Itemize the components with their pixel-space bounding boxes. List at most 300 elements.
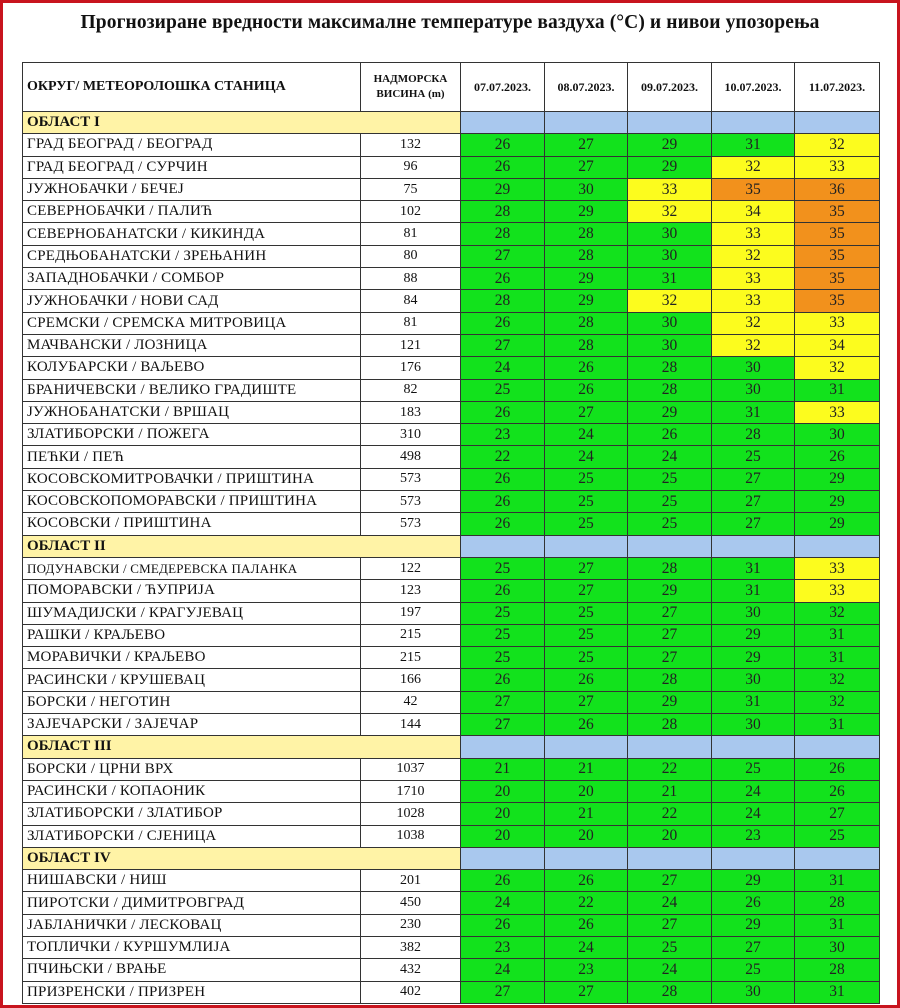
temperature-cell: 26 (461, 870, 545, 892)
temperature-cell: 28 (628, 379, 712, 401)
region-band-cell (545, 847, 628, 869)
header-date: 09.07.2023. (628, 63, 712, 112)
temperature-cell: 27 (461, 691, 545, 713)
temperature-cell: 24 (628, 959, 712, 981)
station-altitude: 402 (361, 981, 461, 1003)
temperature-cell: 23 (545, 959, 628, 981)
region-band-cell (545, 736, 628, 758)
table-row (23, 914, 880, 936)
temperature-cell: 25 (545, 468, 628, 490)
table-row (23, 268, 880, 290)
temperature-cell: 27 (461, 714, 545, 736)
region-band-cell (712, 535, 795, 557)
temperature-cell: 33 (712, 290, 795, 312)
station-altitude: 432 (361, 959, 461, 981)
region-label: ОБЛАСТ I (23, 112, 461, 134)
temperature-cell: 29 (795, 468, 880, 490)
station-name: ГРАД БЕОГРАД / БЕОГРАД (23, 134, 361, 156)
table-row (23, 223, 880, 245)
temperature-cell: 31 (628, 268, 712, 290)
temperature-cell: 33 (712, 268, 795, 290)
temperature-cell: 28 (461, 201, 545, 223)
station-altitude: 573 (361, 513, 461, 535)
temperature-cell: 26 (461, 156, 545, 178)
temperature-cell: 23 (461, 424, 545, 446)
temperature-cell: 29 (795, 491, 880, 513)
temperature-cell: 35 (712, 178, 795, 200)
temperature-cell: 27 (461, 334, 545, 356)
forecast-table (22, 62, 880, 1004)
station-name: БОРСКИ / НЕГОТИН (23, 691, 361, 713)
temperature-cell: 27 (461, 245, 545, 267)
temperature-cell: 33 (795, 312, 880, 334)
temperature-cell: 26 (545, 870, 628, 892)
temperature-cell: 30 (628, 312, 712, 334)
temperature-cell: 25 (461, 624, 545, 646)
station-name: ЗЛАТИБОРСКИ / ПОЖЕГА (23, 424, 361, 446)
station-name: ТОПЛИЧКИ / КУРШУМЛИЈА (23, 936, 361, 958)
table-row (23, 557, 880, 579)
temperature-cell: 29 (795, 513, 880, 535)
temperature-cell: 26 (545, 357, 628, 379)
temperature-cell: 27 (628, 914, 712, 936)
station-name: БОРСКИ / ЦРНИ ВРХ (23, 758, 361, 780)
temperature-cell: 26 (461, 491, 545, 513)
temperature-cell: 25 (712, 959, 795, 981)
temperature-cell: 32 (712, 312, 795, 334)
temperature-cell: 24 (628, 446, 712, 468)
table-row (23, 424, 880, 446)
temperature-cell: 30 (628, 334, 712, 356)
temperature-cell: 31 (795, 647, 880, 669)
table-row (23, 959, 880, 981)
station-altitude: 450 (361, 892, 461, 914)
temperature-cell: 27 (545, 580, 628, 602)
temperature-cell: 30 (545, 178, 628, 200)
temperature-cell: 20 (545, 825, 628, 847)
temperature-cell: 31 (795, 379, 880, 401)
region-band-cell (795, 847, 880, 869)
temperature-cell: 28 (545, 312, 628, 334)
temperature-cell: 25 (461, 379, 545, 401)
station-name: ПЧИЊСКИ / ВРАЊЕ (23, 959, 361, 981)
station-altitude: 382 (361, 936, 461, 958)
temperature-cell: 27 (545, 401, 628, 423)
temperature-cell: 27 (628, 624, 712, 646)
temperature-cell: 31 (712, 557, 795, 579)
temperature-cell: 24 (461, 959, 545, 981)
temperature-cell: 31 (795, 624, 880, 646)
station-name: ЈАБЛАНИЧКИ / ЛЕСКОВАЦ (23, 914, 361, 936)
header-station: ОКРУГ/ МЕТЕОРОЛОШКА СТАНИЦА (23, 63, 361, 112)
temperature-cell: 20 (545, 780, 628, 802)
temperature-cell: 24 (461, 357, 545, 379)
station-altitude: 80 (361, 245, 461, 267)
temperature-cell: 26 (461, 580, 545, 602)
header-altitude-line1: НАДМОРСКА (373, 73, 448, 85)
temperature-cell: 27 (545, 691, 628, 713)
station-altitude: 122 (361, 557, 461, 579)
table-row (23, 758, 880, 780)
temperature-cell: 30 (712, 602, 795, 624)
temperature-cell: 25 (628, 491, 712, 513)
temperature-cell: 32 (628, 290, 712, 312)
temperature-cell: 29 (545, 290, 628, 312)
station-altitude: 176 (361, 357, 461, 379)
temperature-cell: 29 (628, 401, 712, 423)
header-date: 10.07.2023. (712, 63, 795, 112)
station-name: СРЕМСКИ / СРЕМСКА МИТРОВИЦА (23, 312, 361, 334)
station-name: ЈУЖНОБАНАТСКИ / ВРШАЦ (23, 401, 361, 423)
temperature-cell: 25 (712, 446, 795, 468)
station-name: ПОДУНАВСКИ / СМЕДЕРЕВСКА ПАЛАНКА (23, 557, 361, 579)
table-row (23, 624, 880, 646)
temperature-cell: 24 (628, 892, 712, 914)
region-label: ОБЛАСТ II (23, 535, 461, 557)
temperature-cell: 23 (712, 825, 795, 847)
temperature-cell: 29 (545, 201, 628, 223)
temperature-cell: 29 (712, 624, 795, 646)
temperature-cell: 26 (461, 268, 545, 290)
temperature-cell: 27 (545, 981, 628, 1003)
station-altitude: 144 (361, 714, 461, 736)
station-name: ЗАЈЕЧАРСКИ / ЗАЈЕЧАР (23, 714, 361, 736)
temperature-cell: 26 (628, 424, 712, 446)
temperature-cell: 31 (795, 914, 880, 936)
station-name: ЗЛАТИБОРСКИ / СЈЕНИЦА (23, 825, 361, 847)
temperature-cell: 35 (795, 201, 880, 223)
table-row (23, 602, 880, 624)
table-row (23, 647, 880, 669)
region-band-cell (461, 112, 545, 134)
table-row (23, 201, 880, 223)
temperature-cell: 28 (628, 714, 712, 736)
temperature-cell: 25 (795, 825, 880, 847)
table-row (23, 981, 880, 1003)
station-altitude: 123 (361, 580, 461, 602)
table-row (23, 580, 880, 602)
station-name: РАСИНСКИ / КРУШЕВАЦ (23, 669, 361, 691)
station-name: ЗЛАТИБОРСКИ / ЗЛАТИБОР (23, 803, 361, 825)
temperature-cell: 29 (461, 178, 545, 200)
station-altitude: 1710 (361, 780, 461, 802)
temperature-cell: 25 (545, 602, 628, 624)
region-band-cell (712, 112, 795, 134)
temperature-cell: 20 (628, 825, 712, 847)
region-band-cell (628, 112, 712, 134)
station-altitude: 121 (361, 334, 461, 356)
temperature-cell: 25 (628, 468, 712, 490)
temperature-cell: 24 (712, 803, 795, 825)
temperature-cell: 30 (628, 245, 712, 267)
temperature-cell: 26 (545, 669, 628, 691)
table-row (23, 803, 880, 825)
temperature-cell: 26 (795, 758, 880, 780)
temperature-cell: 28 (461, 223, 545, 245)
station-name: НИШАВСКИ / НИШ (23, 870, 361, 892)
temperature-cell: 25 (545, 491, 628, 513)
station-altitude: 81 (361, 312, 461, 334)
temperature-cell: 22 (628, 758, 712, 780)
station-name: БРАНИЧЕВСКИ / ВЕЛИКО ГРАДИШТЕ (23, 379, 361, 401)
temperature-cell: 25 (461, 602, 545, 624)
table-row (23, 401, 880, 423)
region-band-cell (628, 535, 712, 557)
station-altitude: 82 (361, 379, 461, 401)
station-altitude: 310 (361, 424, 461, 446)
temperature-cell: 33 (795, 156, 880, 178)
station-altitude: 197 (361, 602, 461, 624)
header-date: 08.07.2023. (545, 63, 628, 112)
region-band-cell (628, 847, 712, 869)
temperature-cell: 31 (712, 134, 795, 156)
temperature-cell: 26 (461, 401, 545, 423)
station-name: МОРАВИЧКИ / КРАЉЕВО (23, 647, 361, 669)
station-altitude: 573 (361, 491, 461, 513)
temperature-cell: 26 (545, 714, 628, 736)
table-row (23, 468, 880, 490)
table-row (23, 936, 880, 958)
temperature-cell: 32 (795, 602, 880, 624)
temperature-cell: 32 (712, 334, 795, 356)
temperature-cell: 30 (795, 936, 880, 958)
station-altitude: 215 (361, 624, 461, 646)
station-name: СЕВЕРНОБАНАТСКИ / КИКИНДА (23, 223, 361, 245)
temperature-cell: 27 (712, 513, 795, 535)
temperature-cell: 36 (795, 178, 880, 200)
temperature-cell: 26 (712, 892, 795, 914)
region-row (23, 535, 880, 557)
temperature-cell: 27 (545, 134, 628, 156)
temperature-cell: 33 (712, 223, 795, 245)
temperature-cell: 31 (795, 714, 880, 736)
temperature-cell: 24 (712, 780, 795, 802)
temperature-cell: 32 (628, 201, 712, 223)
temperature-cell: 28 (628, 557, 712, 579)
temperature-cell: 23 (461, 936, 545, 958)
station-name: ЈУЖНОБАЧКИ / БЕЧЕЈ (23, 178, 361, 200)
station-altitude: 84 (361, 290, 461, 312)
table-row (23, 780, 880, 802)
temperature-cell: 22 (545, 892, 628, 914)
station-name: ПЕЋКИ / ПЕЋ (23, 446, 361, 468)
table-row (23, 156, 880, 178)
temperature-cell: 29 (712, 647, 795, 669)
temperature-cell: 26 (795, 780, 880, 802)
station-name: РАШКИ / КРАЉЕВО (23, 624, 361, 646)
station-altitude: 183 (361, 401, 461, 423)
temperature-cell: 30 (628, 223, 712, 245)
temperature-cell: 21 (461, 758, 545, 780)
station-name: ГРАД БЕОГРАД / СУРЧИН (23, 156, 361, 178)
temperature-cell: 32 (795, 134, 880, 156)
station-name: КОЛУБАРСКИ / ВАЉЕВО (23, 357, 361, 379)
temperature-cell: 30 (712, 379, 795, 401)
table-row (23, 491, 880, 513)
station-altitude: 201 (361, 870, 461, 892)
temperature-cell: 29 (628, 691, 712, 713)
temperature-cell: 25 (545, 624, 628, 646)
temperature-cell: 28 (628, 669, 712, 691)
temperature-cell: 35 (795, 245, 880, 267)
temperature-cell: 32 (795, 691, 880, 713)
table-row (23, 825, 880, 847)
temperature-cell: 33 (628, 178, 712, 200)
table-row (23, 379, 880, 401)
station-name: ШУМАДИЈСКИ / КРАГУЈЕВАЦ (23, 602, 361, 624)
table-row (23, 870, 880, 892)
table-row (23, 178, 880, 200)
temperature-cell: 27 (545, 156, 628, 178)
header-altitude-line2: ВИСИНА (m) (376, 88, 445, 100)
temperature-cell: 31 (712, 401, 795, 423)
table-row (23, 513, 880, 535)
header-altitude (361, 63, 461, 112)
header-row (23, 63, 880, 112)
station-altitude: 230 (361, 914, 461, 936)
temperature-cell: 31 (712, 580, 795, 602)
temperature-cell: 29 (712, 870, 795, 892)
temperature-cell: 28 (461, 290, 545, 312)
temperature-cell: 26 (461, 669, 545, 691)
region-band-cell (795, 112, 880, 134)
temperature-cell: 27 (628, 647, 712, 669)
station-altitude: 215 (361, 647, 461, 669)
temperature-cell: 33 (795, 557, 880, 579)
temperature-cell: 24 (545, 936, 628, 958)
station-name: РАСИНСКИ / КОПАОНИК (23, 780, 361, 802)
station-altitude: 81 (361, 223, 461, 245)
temperature-cell: 28 (628, 981, 712, 1003)
region-band-cell (712, 847, 795, 869)
temperature-cell: 28 (795, 959, 880, 981)
temperature-cell: 27 (628, 870, 712, 892)
region-band-cell (545, 535, 628, 557)
temperature-cell: 20 (461, 780, 545, 802)
temperature-cell: 26 (461, 513, 545, 535)
temperature-cell: 21 (545, 758, 628, 780)
temperature-cell: 29 (628, 156, 712, 178)
temperature-cell: 29 (628, 580, 712, 602)
temperature-cell: 29 (628, 134, 712, 156)
temperature-cell: 29 (545, 268, 628, 290)
temperature-cell: 25 (628, 513, 712, 535)
station-altitude: 498 (361, 446, 461, 468)
temperature-cell: 28 (545, 223, 628, 245)
station-name: МАЧВАНСКИ / ЛОЗНИЦА (23, 334, 361, 356)
temperature-cell: 29 (712, 914, 795, 936)
region-label: ОБЛАСТ III (23, 736, 461, 758)
temperature-cell: 35 (795, 223, 880, 245)
station-altitude: 88 (361, 268, 461, 290)
station-name: ПИРОТСКИ / ДИМИТРОВГРАД (23, 892, 361, 914)
temperature-cell: 34 (712, 201, 795, 223)
temperature-cell: 25 (461, 647, 545, 669)
region-row (23, 736, 880, 758)
temperature-cell: 28 (628, 357, 712, 379)
station-name: ЗАПАДНОБАЧКИ / СОМБОР (23, 268, 361, 290)
temperature-cell: 20 (461, 825, 545, 847)
temperature-cell: 32 (795, 357, 880, 379)
station-altitude: 96 (361, 156, 461, 178)
station-altitude: 1028 (361, 803, 461, 825)
temperature-cell: 26 (461, 134, 545, 156)
region-band-cell (795, 736, 880, 758)
temperature-cell: 30 (712, 981, 795, 1003)
temperature-cell: 20 (461, 803, 545, 825)
temperature-cell: 27 (712, 491, 795, 513)
temperature-cell: 26 (795, 446, 880, 468)
temperature-cell: 32 (712, 245, 795, 267)
region-band-cell (795, 535, 880, 557)
temperature-cell: 25 (461, 557, 545, 579)
region-band-cell (461, 736, 545, 758)
temperature-cell: 28 (712, 424, 795, 446)
table-row (23, 134, 880, 156)
temperature-cell: 22 (461, 446, 545, 468)
temperature-cell: 33 (795, 401, 880, 423)
station-altitude: 166 (361, 669, 461, 691)
temperature-cell: 26 (545, 379, 628, 401)
station-name: КОСОВСКИ / ПРИШТИНА (23, 513, 361, 535)
temperature-cell: 24 (545, 446, 628, 468)
temperature-cell: 28 (545, 245, 628, 267)
table-row (23, 714, 880, 736)
region-label: ОБЛАСТ IV (23, 847, 461, 869)
region-row (23, 847, 880, 869)
temperature-cell: 33 (795, 580, 880, 602)
region-band-cell (461, 847, 545, 869)
station-altitude: 1038 (361, 825, 461, 847)
table-row (23, 357, 880, 379)
station-name: ПОМОРАВСКИ / ЋУПРИЈА (23, 580, 361, 602)
temperature-cell: 31 (712, 691, 795, 713)
station-name: КОСОВСКОПОМОРАВСКИ / ПРИШТИНА (23, 491, 361, 513)
temperature-cell: 26 (461, 312, 545, 334)
region-band-cell (628, 736, 712, 758)
table-row (23, 669, 880, 691)
station-name: СРЕДЊОБАНАТСКИ / ЗРЕЊАНИН (23, 245, 361, 267)
temperature-cell: 27 (461, 981, 545, 1003)
table-row (23, 290, 880, 312)
temperature-cell: 34 (795, 334, 880, 356)
region-band-cell (461, 535, 545, 557)
temperature-cell: 21 (545, 803, 628, 825)
temperature-cell: 27 (545, 557, 628, 579)
page-title: Прогнозиране вредности максималне температуре ваздуха (°C) и нивои упозорења (80, 12, 820, 33)
station-name: СЕВЕРНОБАЧКИ / ПАЛИЋ (23, 201, 361, 223)
temperature-cell: 24 (545, 424, 628, 446)
table-row (23, 892, 880, 914)
region-band-cell (712, 736, 795, 758)
temperature-cell: 25 (545, 513, 628, 535)
temperature-cell: 22 (628, 803, 712, 825)
temperature-cell: 27 (628, 602, 712, 624)
station-altitude: 1037 (361, 758, 461, 780)
region-band-cell (545, 112, 628, 134)
table-body (23, 112, 880, 1004)
temperature-cell: 28 (795, 892, 880, 914)
temperature-cell: 26 (461, 468, 545, 490)
temperature-cell: 27 (712, 936, 795, 958)
table-row (23, 312, 880, 334)
temperature-cell: 31 (795, 870, 880, 892)
temperature-cell: 24 (461, 892, 545, 914)
temperature-cell: 31 (795, 981, 880, 1003)
temperature-cell: 32 (712, 156, 795, 178)
temperature-cell: 26 (545, 914, 628, 936)
temperature-cell: 28 (545, 334, 628, 356)
